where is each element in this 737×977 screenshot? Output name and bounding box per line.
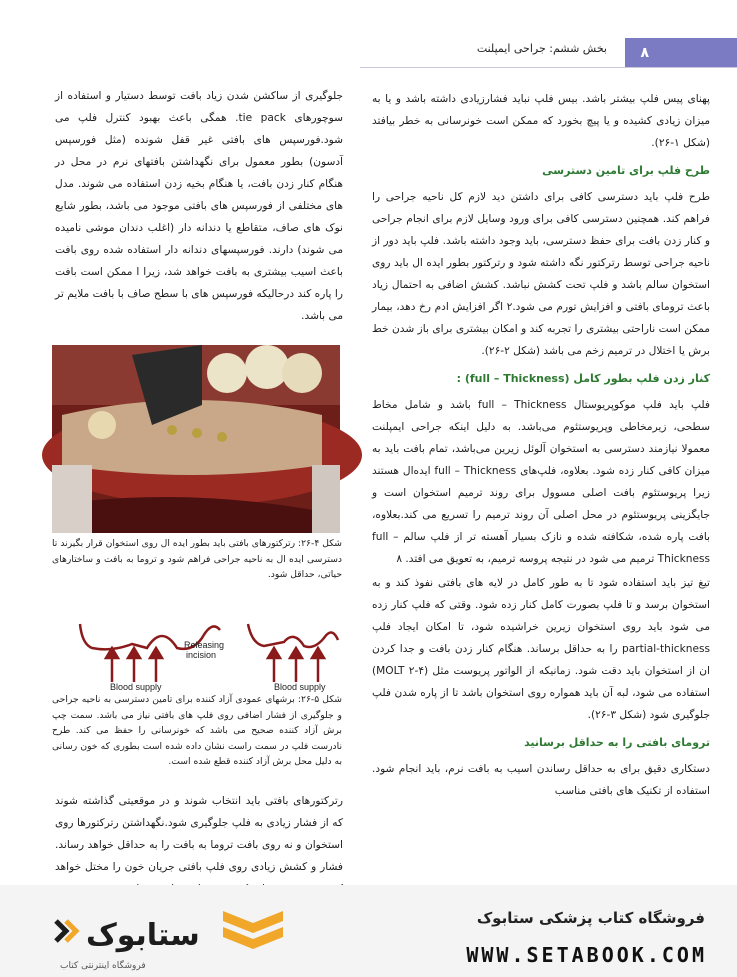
flap-diagram-svg: [52, 620, 342, 690]
page-number-tab: [625, 38, 737, 68]
section-heading: طرح فلپ برای تامین دسترسی: [542, 164, 710, 177]
incision-label: [184, 640, 227, 660]
paragraph: تیغ تیز باید استفاده شود تا به طور کامل در لایه های بافتی نفوذ کند و به استخوان برسد و تا فلپ بصورت کامل کنار زده شود. وقتی که فلپ کنار زده می شود باید روی استخوان زیرین خراشیده شود، تا امکان ایجاد فلپ partial-thickness را به حداقل برساند. هنگام کنار زدن بافت و جدا کردن ان از استخوان باید دقت شود. زمانیکه از الواتور پریوست مثل (۴-۲ MOLT) استفاده می شود، لبه آن باید همواره روی استخوان باشد تا از پاره شدن فلپ جلوگیری شود (شکل ۳-۲۶).: [372, 577, 711, 721]
right-column: [372, 88, 710, 804]
section-heading: ترومای بافتی را به حداقل برسانید: [524, 736, 710, 749]
book-logo-icon: [218, 901, 288, 961]
paragraph: پهنای پیس فلپ بیشتر باشد. بیس فلپ نباید فشارزیادی داشته باشد و یا به میزان زیادی کشیده و یا پیچ بخورد که ممکن است خونرسانی به خطر بیافتد (شکل ۱-۲۶).: [372, 93, 710, 149]
store-logo: [52, 903, 200, 961]
figure-caption: شکل ۴-۲۶: رترکتورهای بافتی باید بطور ایده ال روی استخوان قرار بگیرند تا دسترسی ایده ال به ناحیه جراحی فراهم شود و تروما به بافت و ساختارهای حیاتی، حداقل شود.: [52, 538, 342, 580]
blood-supply-label-right: Blood supply: [274, 682, 326, 692]
store-name: فروشگاه کتاب پزشکی ستابوک: [476, 909, 705, 927]
header-rule: [360, 67, 737, 68]
chapter-title: بخش ششم: جراحی ایمپلنت: [476, 42, 607, 55]
surgical-photo: [52, 345, 340, 533]
book-logo-icon-svg: [218, 901, 288, 961]
left-column-top: [55, 85, 343, 329]
page-header: [360, 38, 737, 68]
store-footer: [0, 885, 737, 977]
paragraph: فلپ باید فلپ موکوپریوستال full – Thickness باشد و شامل مخاط سطحی، زیرمخاطی وپریوستئوم می‌باشد. به دلیل اینکه جراحی ایمپلنت معمولا نیازمند دسترسی به استخوان آلوئل زیرین می‌باشد، تمام بافت باید به میزان کافی کنار زده شود. بعلاوه، فلپ‌های full – Thickness ایده‌ال هستند زیرا پریوستئوم بافت اصلی مسوول برای روند ترمیم استخوان است و جایگزینی پریوستئوم در محل اصلی آن روند ترمیم را تسریع می کند.بعلاوه، بافت پاره شده، شکافته شده و نازک بسیار آهسته تر از فلپ سالم full – Thickness ترمیم می شود در نتیجه پروسه ترمیم، به تعویق می افتد. ۸: [372, 399, 710, 565]
logo-subtitle: فروشگاه اینترنتی کتاب: [60, 961, 146, 971]
paragraph: جلوگیری از ساکشن شدن زیاد بافت توسط دستیار و استفاده از سوچورهای tie pack. همگی باعث بهبود کنترل فلپ می شود.فورسپس های بافتی غیر قفل شونده (مثل فورسپس آدسون) بطور معمول برای نگهداشتن بافتهای نرم در محل در هنگام کنار زدن بافت، یا هنگام بخیه زدن استفاده می شوند. مدل های مختلفی از فورسپس های بافتی موجود می باشد، بطور شایع نوک های صاف، متقاطع یا دندانه دار (اغلب دندان موشی نامیده می شوند) دارند. فورسپسهای دندانه دار استفاده شده روی بافت باعث اسیب بیشتری به بافت خواهد شد، زیرا ا ممکن است بافت را پاره کند درحالیکه فورسپس های با سطح صاف با بافت ملایم تر می باشد.: [55, 90, 343, 322]
incision-label-line1: Releasing: [184, 640, 225, 650]
surgical-photo-illustration: [52, 345, 340, 533]
paragraph: رترکتورهای بافتی باید انتخاب شوند و در موقعیتی گذاشته شوند که از فشار زیادی به فلپ جلوگیری شود.نگهداشتن رترکتورها روی استخوان و نه روی بافت تروما به بافت را به حداقل خواهد رساند. فشار و کشش زیادی روی فلپ بافتی جریان خون را مختل خواهد: [55, 795, 343, 873]
figure-caption: شکل ۵-۲۶: برشهای عمودی آزاد کننده برای تامین دسترسی به ناحیه جراحی و جلوگیری از فشار اضافی روی فلپ های بافتی نیاز می باشد. سمت چپ برش آزاد کننده صحیح می باشد که خونرسانی را حفظ می کند. طرح نادرست فلپ در سمت راست نشان داده شده است بطوری که خون رسانی به دلیل محل برش آزاد کننده قطع شده است.: [52, 694, 342, 767]
store-logo-svg: [52, 903, 200, 961]
logo-wordmark: ستابوک: [86, 918, 200, 953]
paragraph: طرح فلپ باید دسترسی کافی برای داشتن دید لازم کل ناحیه جراحی را فراهم کند. همچنین دسترسی کافی برای ورود وسایل لازم برای انجام جراحی و کنار زدن بافت برای حفظ دسترسی، باید وجود داشته باشد. فلپ باید دور از ناحیه جراحی توسط رترکتور نگه داشته شود و رترکتور بطور ایده ال باید روی استخوان سالم باشد و فلپ تحت کشش نباشد. کشش اضافی به احتمال زیاد باعث ترومای بافتی و افزایش تورم می شود.۲ اگر افزایش ادم رخ دهد، بیمار ممکن است ناراحتی بیشتری را تجربه کند و امکان بیشتری برای باز شدن خط برش یا اختلال در ترمیم زخم می باشد (شکل ۲-۲۶).: [372, 191, 711, 357]
page-number: ۸: [640, 45, 649, 61]
paragraph: دستکاری دقیق برای به حداقل رساندن اسیب به بافت نرم، باید انجام شود. استفاده از تکنیک های بافتی مناسب: [372, 763, 710, 797]
flap-diagram: [52, 620, 342, 690]
section-heading: کنار زدن فلپ بطور کامل (full – Thickness) :: [456, 372, 710, 385]
blood-supply-label-left: Blood supply: [110, 682, 162, 692]
store-url[interactable]: WWW.SETABOOK.COM: [466, 943, 707, 967]
incision-label-line2: incision: [186, 650, 217, 660]
